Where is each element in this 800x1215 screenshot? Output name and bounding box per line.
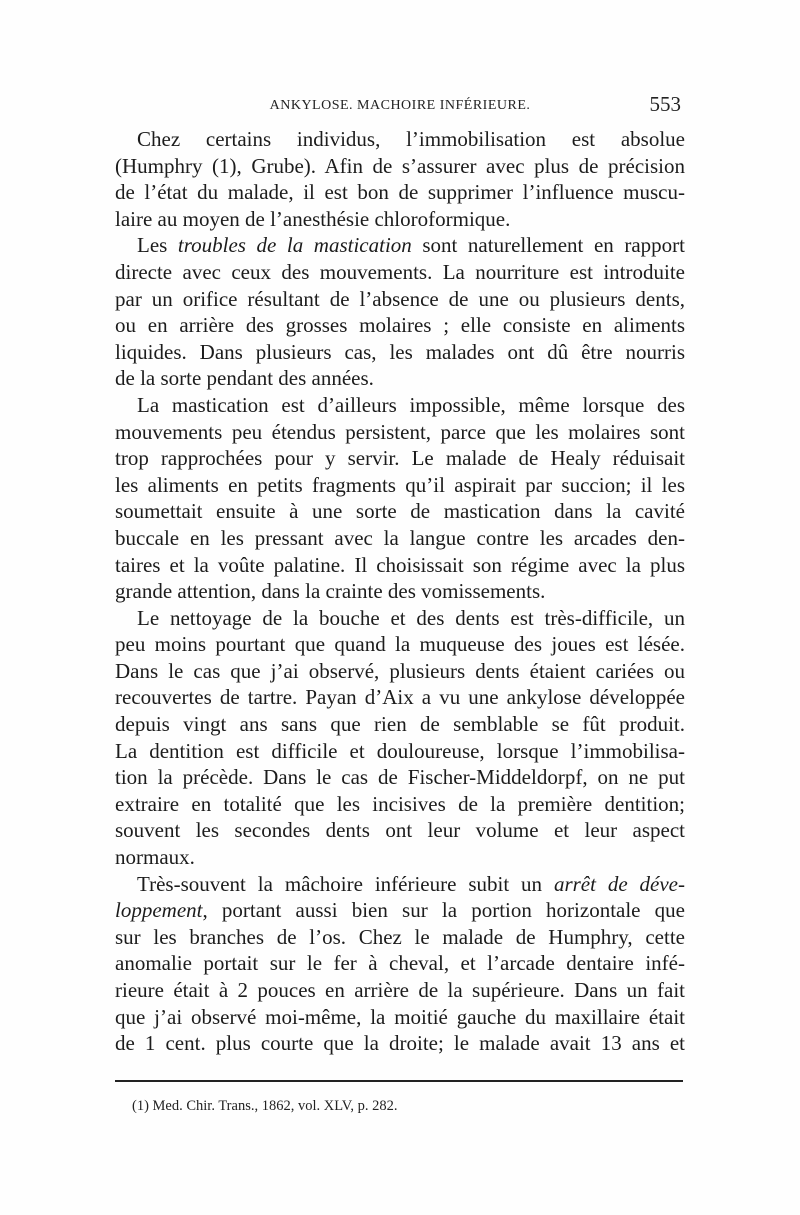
text-line: taires et la voûte palatine. Il choisissait son régime avec la plus bbox=[115, 552, 685, 577]
page-number: 553 bbox=[649, 92, 681, 116]
text-line: extraire en totalité que les incisives de la première dentition; bbox=[115, 791, 685, 816]
text-line: mouvements peu étendus persistent, parce que les molaires sont bbox=[115, 419, 685, 444]
text-line: ou en arrière des grosses molaires ; elle consiste en aliments bbox=[115, 313, 685, 338]
text-line: peu moins pourtant que quand la muqueuse des joues est lésée. bbox=[115, 632, 685, 657]
text-line: de la sorte pendant des années. bbox=[115, 366, 374, 391]
text-line: tion la précède. Dans le cas de Fischer-Middeldorpf, on ne put bbox=[115, 765, 685, 790]
text-line: buccale en les pressant avec la langue contre les arcades den- bbox=[115, 525, 685, 550]
text-line: grande attention, dans la crainte des vomissements. bbox=[115, 579, 546, 604]
text-line: que j’ai observé moi-même, la moitié gauche du maxillaire était bbox=[115, 1004, 685, 1029]
text-line: (Humphry (1), Grube). Afin de s’assurer avec plus de précision bbox=[115, 153, 685, 178]
text-line: La mastication est d’ailleurs impossible, même lorsque des bbox=[137, 392, 685, 417]
text-line: Chez certains individus, l’immobilisation est absolue bbox=[137, 127, 685, 151]
italic-phrase: arrêt de déve- bbox=[553, 871, 685, 896]
italic-phrase: troubles de la mastication bbox=[177, 233, 412, 258]
text-line: trop rapprochées pour y servir. Le malade de Healy réduisait bbox=[115, 446, 685, 471]
text-line: souvent les secondes dents ont leur volume et leur aspect bbox=[115, 818, 685, 843]
text-line: directe avec ceux des mouvements. La nourriture est introduite bbox=[115, 259, 685, 284]
text-line: Dans le cas que j’ai observé, plusieurs dents étaient cariées ou bbox=[115, 658, 685, 683]
text-line: les aliments en petits fragments qu’il aspirait par succion; il les bbox=[115, 472, 685, 497]
text-line: de l’état du malade, il est bon de supprimer l’influence muscu- bbox=[115, 180, 685, 205]
running-head bbox=[115, 92, 685, 122]
italic-phrase: loppement bbox=[115, 898, 203, 923]
text-line-with-italic: Les troubles de la mastication sont naturellement en rapport bbox=[137, 233, 685, 258]
text-line: sur les branches de l’os. Chez le malade de Humphry, cette bbox=[115, 924, 685, 949]
body-text bbox=[115, 126, 685, 1057]
text-line: depuis vingt ans sans que rien de semblable se fût produit. bbox=[115, 712, 685, 737]
footnote-rule bbox=[115, 1080, 683, 1082]
text-line: La dentition est difficile et douloureuse, lorsque l’immobilisa- bbox=[115, 738, 685, 763]
footnote: (1) Med. Chir. Trans., 1862, vol. XLV, p. 282. bbox=[132, 1098, 398, 1114]
running-title: ANKYLOSE. MACHOIRE INFÉRIEURE. bbox=[269, 98, 531, 113]
text-line-with-italic: Très-souvent la mâchoire inférieure subit un arrêt de déve- bbox=[137, 871, 685, 896]
text-line: normaux. bbox=[115, 845, 195, 870]
text-line: rieure était à 2 pouces en arrière de la supérieure. Dans un fait bbox=[115, 978, 685, 1002]
text-line: soumettait ensuite à une sorte de mastication dans la cavité bbox=[115, 499, 685, 524]
text-line: laire au moyen de l’anesthésie chloroformique. bbox=[115, 206, 511, 231]
text-line: par un orifice résultant de l’absence de une ou plusieurs dents, bbox=[115, 286, 685, 311]
text-line: recouvertes de tartre. Payan d’Aix a vu une ankylose développée bbox=[115, 685, 685, 710]
text-line: liquides. Dans plusieurs cas, les malades ont dû être nourris bbox=[115, 339, 685, 364]
text-line-with-italic: loppement, portant aussi bien sur la portion horizontale que bbox=[115, 898, 685, 923]
text-line: anomalie portait sur le fer à cheval, et l’arcade dentaire infé- bbox=[115, 951, 685, 976]
text-line: de 1 cent. plus courte que la droite; le malade avait 13 ans et bbox=[115, 1031, 685, 1056]
text-line: Le nettoyage de la bouche et des dents est très-difficile, un bbox=[137, 605, 685, 630]
